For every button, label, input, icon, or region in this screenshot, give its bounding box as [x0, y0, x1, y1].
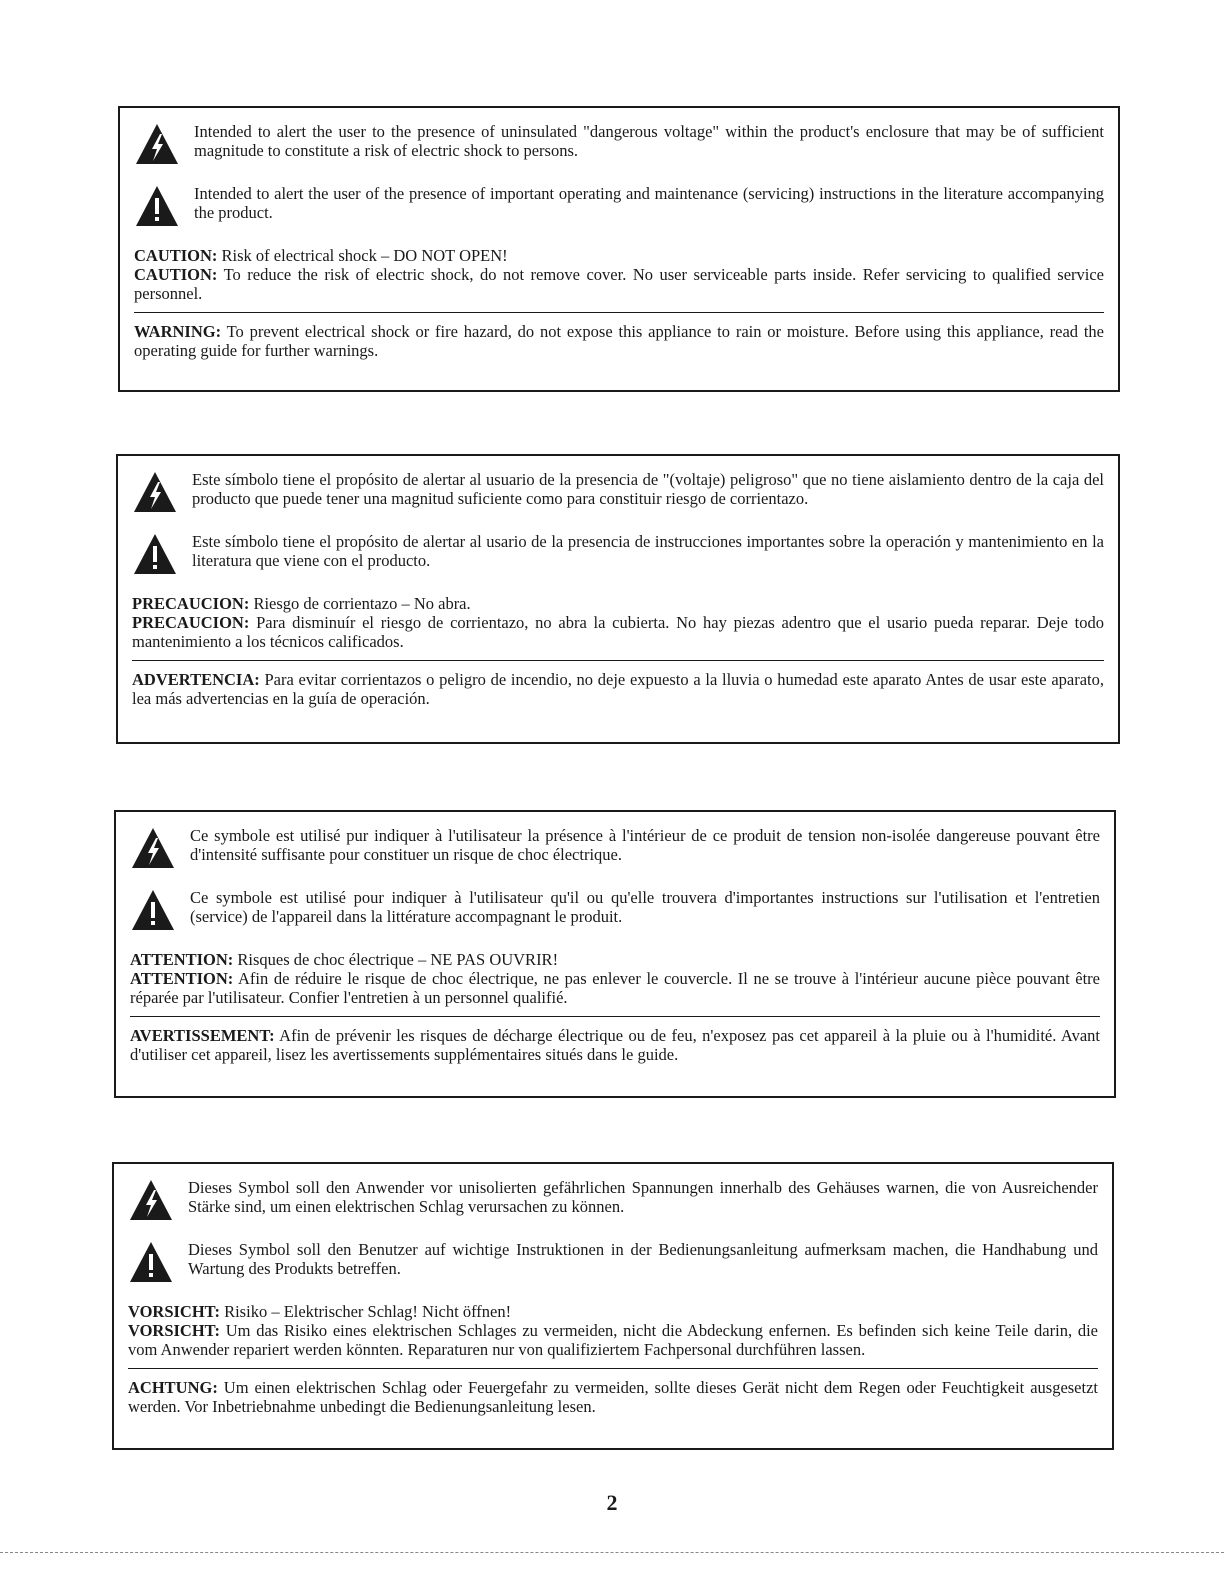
exclamation-symbol-row: [130, 888, 1100, 936]
lightning-symbol-text: Dieses Symbol soll den Anwender vor unisolierten gefährlichen Spannungen innerhalb des Gehäuses warnen, die von Ausreichender Stärke sind, um einen elektrischen Schlag verursachen zu können.: [188, 1178, 1098, 1216]
page-number: 2: [606, 1490, 618, 1515]
page-bottom-edge: [0, 1552, 1224, 1553]
caution-label: CAUTION:: [134, 246, 218, 265]
warning-text: Um einen elektrischen Schlag oder Feuergefahr zu vermeiden, sollte dieses Gerät nicht dem Regen oder Feuchtigkeit ausgesetzt werden. Vor Inbetriebnahme unbedingt die Bedienungsanleitung lesen.: [128, 1378, 1098, 1416]
caution-label: VORSICHT:: [128, 1321, 220, 1340]
lightning-triangle-icon: [134, 122, 188, 170]
caution-line-1: [128, 1302, 1098, 1321]
exclamation-symbol-row: [132, 532, 1104, 580]
lightning-triangle-icon: [130, 826, 184, 874]
exclamation-symbol-row: [134, 184, 1104, 232]
divider: [130, 1016, 1100, 1017]
exclamation-triangle-icon: [130, 888, 184, 936]
warning-label: ADVERTENCIA:: [132, 670, 260, 689]
exclamation-symbol-text: Ce symbole est utilisé pour indiquer à l'utilisateur qu'il ou qu'elle trouvera d'importantes instructions sur l'utilisation et l'entretien (service) de l'appareil dans la littérature accompagnant le produit.: [190, 888, 1100, 926]
caution-line-1: [130, 950, 1100, 969]
lightning-symbol-row: [134, 122, 1104, 170]
exclamation-triangle-icon: [132, 532, 186, 580]
caution-label: ATTENTION:: [130, 950, 234, 969]
warning-text: To prevent electrical shock or fire hazard, do not expose this appliance to rain or moisture. Before using this appliance, read the operating guide for further warnings.: [134, 322, 1104, 360]
caution-text: Riesgo de corrientazo – No abra.: [249, 594, 471, 613]
caution-text: Para disminuír el riesgo de corrientazo, no abra la cubierta. No hay piezas adentro que el usario pueda reparar. Deje todo mantenimiento a los técnicos calificados.: [132, 613, 1104, 651]
exclamation-triangle-icon: [134, 184, 188, 232]
exclamation-symbol-text: Intended to alert the user of the presence of important operating and maintenance (servicing) instructions in the literature accompanying the product.: [194, 184, 1104, 222]
caution-text: Um das Risiko eines elektrischen Schlages zu vermeiden, nicht die Abdeckung enfernen. Es befinden sich keine Teile darin, die vom Anwender repariert werden könnten. Reparaturen nur von qualifiziertem Fachpersonal durchführen lassen.: [128, 1321, 1098, 1359]
caution-text: Risques de choc électrique – NE PAS OUVRIR!: [233, 950, 559, 969]
warning-paragraph: [130, 1026, 1100, 1064]
caution-line-1: [134, 246, 1104, 265]
warning-box-spanish: [116, 454, 1120, 744]
warning-box-english: [118, 106, 1120, 392]
warning-text: Para evitar corrientazos o peligro de incendio, no deje expuesto a la lluvia o humedad este aparato Antes de usar este aparato, lea más advertencias en la guía de operación.: [132, 670, 1104, 708]
exclamation-symbol-text: Este símbolo tiene el propósito de alertar al usario de la presencia de instrucciones importantes sobre la operación y mantenimiento en la literatura que viene con el producto.: [192, 532, 1104, 570]
caution-label: VORSICHT:: [128, 1302, 220, 1321]
caution-text: To reduce the risk of electric shock, do not remove cover. No user serviceable parts inside. Refer servicing to qualified service personnel.: [134, 265, 1104, 303]
lightning-triangle-icon: [128, 1178, 182, 1226]
warning-label: ACHTUNG:: [128, 1378, 218, 1397]
caution-line-2: [132, 613, 1104, 651]
warning-paragraph: [132, 670, 1104, 708]
warning-box-german: [112, 1162, 1114, 1450]
divider: [132, 660, 1104, 661]
warning-paragraph: [128, 1378, 1098, 1416]
caution-text: Risk of electrical shock – DO NOT OPEN!: [217, 246, 508, 265]
caution-label: ATTENTION:: [130, 969, 234, 988]
lightning-triangle-icon: [132, 470, 186, 518]
caution-label: PRECAUCION:: [132, 594, 250, 613]
caution-label: PRECAUCION:: [132, 613, 250, 632]
exclamation-symbol-row: [128, 1240, 1098, 1288]
warning-label: WARNING:: [134, 322, 222, 341]
lightning-symbol-text: Este símbolo tiene el propósito de alertar al usuario de la presencia de "(voltaje) peligroso" que no tiene aislamiento dentro de la caja del producto que puede tener una magnitud suficiente como para constituir riesgo de corrientazo.: [192, 470, 1104, 508]
lightning-symbol-text: Intended to alert the user to the presence of uninsulated "dangerous voltage" within the product's enclosure that may be of sufficient magnitude to constitute a risk of electric shock to persons.: [194, 122, 1104, 160]
warning-label: AVERTISSEMENT:: [130, 1026, 275, 1045]
lightning-symbol-row: [130, 826, 1100, 874]
warning-box-french: [114, 810, 1116, 1098]
caution-line-1: [132, 594, 1104, 613]
caution-line-2: [128, 1321, 1098, 1359]
caution-line-2: [134, 265, 1104, 303]
caution-line-2: [130, 969, 1100, 1007]
exclamation-triangle-icon: [128, 1240, 182, 1288]
warning-paragraph: [134, 322, 1104, 360]
lightning-symbol-row: [128, 1178, 1098, 1226]
exclamation-symbol-text: Dieses Symbol soll den Benutzer auf wichtige Instruktionen in der Bedienungsanleitung aufmerksam machen, die Handhabung und Wartung des Produkts betreffen.: [188, 1240, 1098, 1278]
warning-text: Afin de prévenir les risques de décharge électrique ou de feu, n'exposez pas cet appareil à la pluie ou à l'humidité. Avant d'utiliser cet appareil, lisez les avertissements supplémentaires situés dans le guide.: [130, 1026, 1100, 1064]
divider: [134, 312, 1104, 313]
caution-text: Risiko – Elektrischer Schlag! Nicht öffnen!: [219, 1302, 512, 1321]
caution-label: CAUTION:: [134, 265, 218, 284]
caution-text: Afin de réduire le risque de choc électrique, ne pas enlever le couvercle. Il ne se trouve à l'intérieur aucune pièce pouvant être réparée par l'utilisateur. Confier l'entretien à un personnel qualifié.: [130, 969, 1100, 1007]
lightning-symbol-row: [132, 470, 1104, 518]
lightning-symbol-text: Ce symbole est utilisé pur indiquer à l'utilisateur la présence à l'intérieur de ce produit de tension non-isolée dangereuse pouvant être d'intensité suffisante pour constituer un risque de choc électrique.: [190, 826, 1100, 864]
divider: [128, 1368, 1098, 1369]
